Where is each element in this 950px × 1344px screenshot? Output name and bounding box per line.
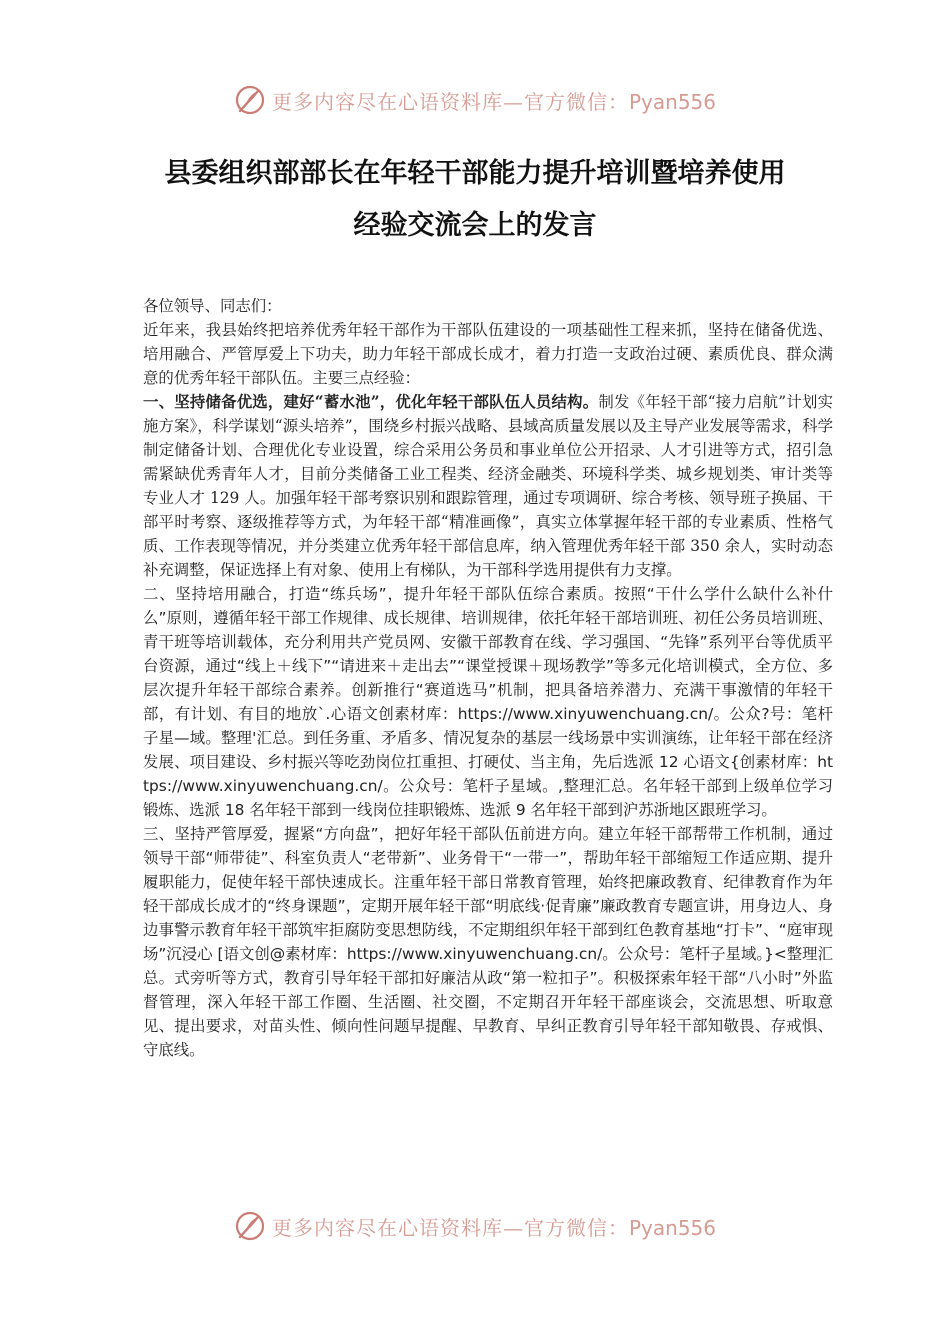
intro-paragraph: 近年来，我县始终把培养优秀年轻干部作为干部队伍建设的一项基础性工程来抓，坚持在储备优选、培用融合、严管厚爱上下功夫，助力年轻干部成长成才，着力打造一支政治过硬、素质优良、群众满意的优秀年轻干部队伍。主要三点经验： bbox=[143, 321, 833, 387]
document-title bbox=[90, 148, 860, 252]
wechat-id: Pyan556 bbox=[628, 1215, 716, 1240]
title-line-1: 县委组织部部长在年轻干部能力提升培训暨培养使用 bbox=[164, 158, 786, 189]
quill-logo-icon bbox=[234, 1210, 266, 1242]
greeting: 各位领导、同志们： bbox=[143, 297, 282, 315]
wechat-id: Pyan556 bbox=[628, 89, 716, 114]
banner-text: 更多内容尽在心语资料库—官方微信：Pyan556 bbox=[271, 1215, 716, 1240]
banner-text: 更多内容尽在心语资料库—官方微信：Pyan556 bbox=[271, 89, 716, 114]
document-body bbox=[143, 294, 833, 1062]
title-line-2: 经验交流会上的发言 bbox=[353, 210, 597, 241]
header-banner bbox=[0, 84, 950, 116]
section-3-paragraph: 三、坚持严管厚爱，握紧“方向盘”，把好年轻干部队伍前进方向。建立年轻干部帮带工作机制，通过领导干部“师带徒”、科室负责人“老带新”、业务骨干“一带一”，帮助年轻干部缩短工作适应期、提升履职能力，促使年轻干部快速成长。注重年轻干部日常教育管理，始终把廉政教育、纪律教育作为年轻干部成长成才的“终身课题”，定期开展年轻干部“明底线·促青廉”廉政教育专题宣讲，用身边人、身边事警示教育年轻干部筑牢拒腐防变思想防线，不定期组织年轻干部到红色教育基地“打卡”、“庭审现场”沉浸心 [语文创@素材库：https://www.xinyuwenchuang.cn/。公众号：笔杆子星域。}<整理汇总。式旁听等方式，教育引导年轻干部扣好廉洁从政“第一粒扣子”。积极探索年轻干部“八小时”外监督管理，深入年轻干部工作圈、生活圈、社交圈，不定期召开年轻干部座谈会，交流思想、听取意见、提出要求，对苗头性、倾向性问题早提醒、早教育、早纠正教育引导年轻干部知敬畏、存戒惧、守底线。 bbox=[143, 825, 833, 1059]
quill-logo-icon bbox=[234, 84, 266, 116]
section-1-paragraph bbox=[143, 390, 833, 582]
footer-banner bbox=[0, 1210, 950, 1242]
section-2-paragraph: 二、坚持培用融合，打造“练兵场”，提升年轻干部队伍综合素质。按照“干什么学什么缺什么补什么”原则，遵循年轻干部工作规律、成长规律、培训规律，依托年轻干部培训班、初任公务员培训班、青干班等培训载体，充分利用共产党员网、安徽干部教育在线、学习强国、“先锋”系列平台等优质平台资源，通过“线上＋线下”“请进来＋走出去”“课堂授课＋现场教学”等多元化培训模式，全方位、多层次提升年轻干部综合素养。创新推行“赛道选马”机制，把具备培养潜力、充满干事激情的年轻干部，有计划、有目的地放`.心语文创素材库：https://www.xinyuwenchuang.cn/。公众?号：笔杆子星—域。整理'汇总。到任务重、矛盾多、情况复杂的基层一线场景中实训演练，让年轻干部在经济发展、项目建设、乡村振兴等吃劲岗位扛重担、打硬仗、当主角，先后选派 12 心语文{创素材库：https://www.xinyuwenchuang.cn/。公众号：笔杆子星域。,整理汇总。名年轻干部到上级单位学习锻炼、选派 18 名年轻干部到一线岗位挂职锻炼、选派 9 名年轻干部到沪苏浙地区跟班学习。 bbox=[143, 585, 833, 819]
section-1-text: 制发《年轻干部“接力启航”计划实施方案》，科学谋划“源头培养”，围绕乡村振兴战略、县域高质量发展以及主导产业发展等需求，科学制定储备计划、合理优化专业设置，综合采用公务员和事业单位公开招录、人才引进等方式，招引急需紧缺优秀青年人才，目前分类储备工业工程类、经济金融类、环境科学类、城乡规划类、审计类等专业人才 129 人。加强年轻干部考察识别和跟踪管理，通过专项调研、综合考核、领导班子换届、干部平时考察、逐级推荐等方式，为年轻干部“精准画像”，真实立体掌握年轻干部的专业素质、性格气质、工作表现等情况，并分类建立优秀年轻干部信息库，纳入管理优秀年轻干部 350 余人，实时动态补充调整，保证选择上有对象、使用上有梯队，为干部科学选用提供有力支撑。 bbox=[143, 393, 833, 579]
section-1-heading: 一、坚持储备优选，建好“蓄水池”，优化年轻干部队伍人员结构。 bbox=[143, 393, 599, 411]
